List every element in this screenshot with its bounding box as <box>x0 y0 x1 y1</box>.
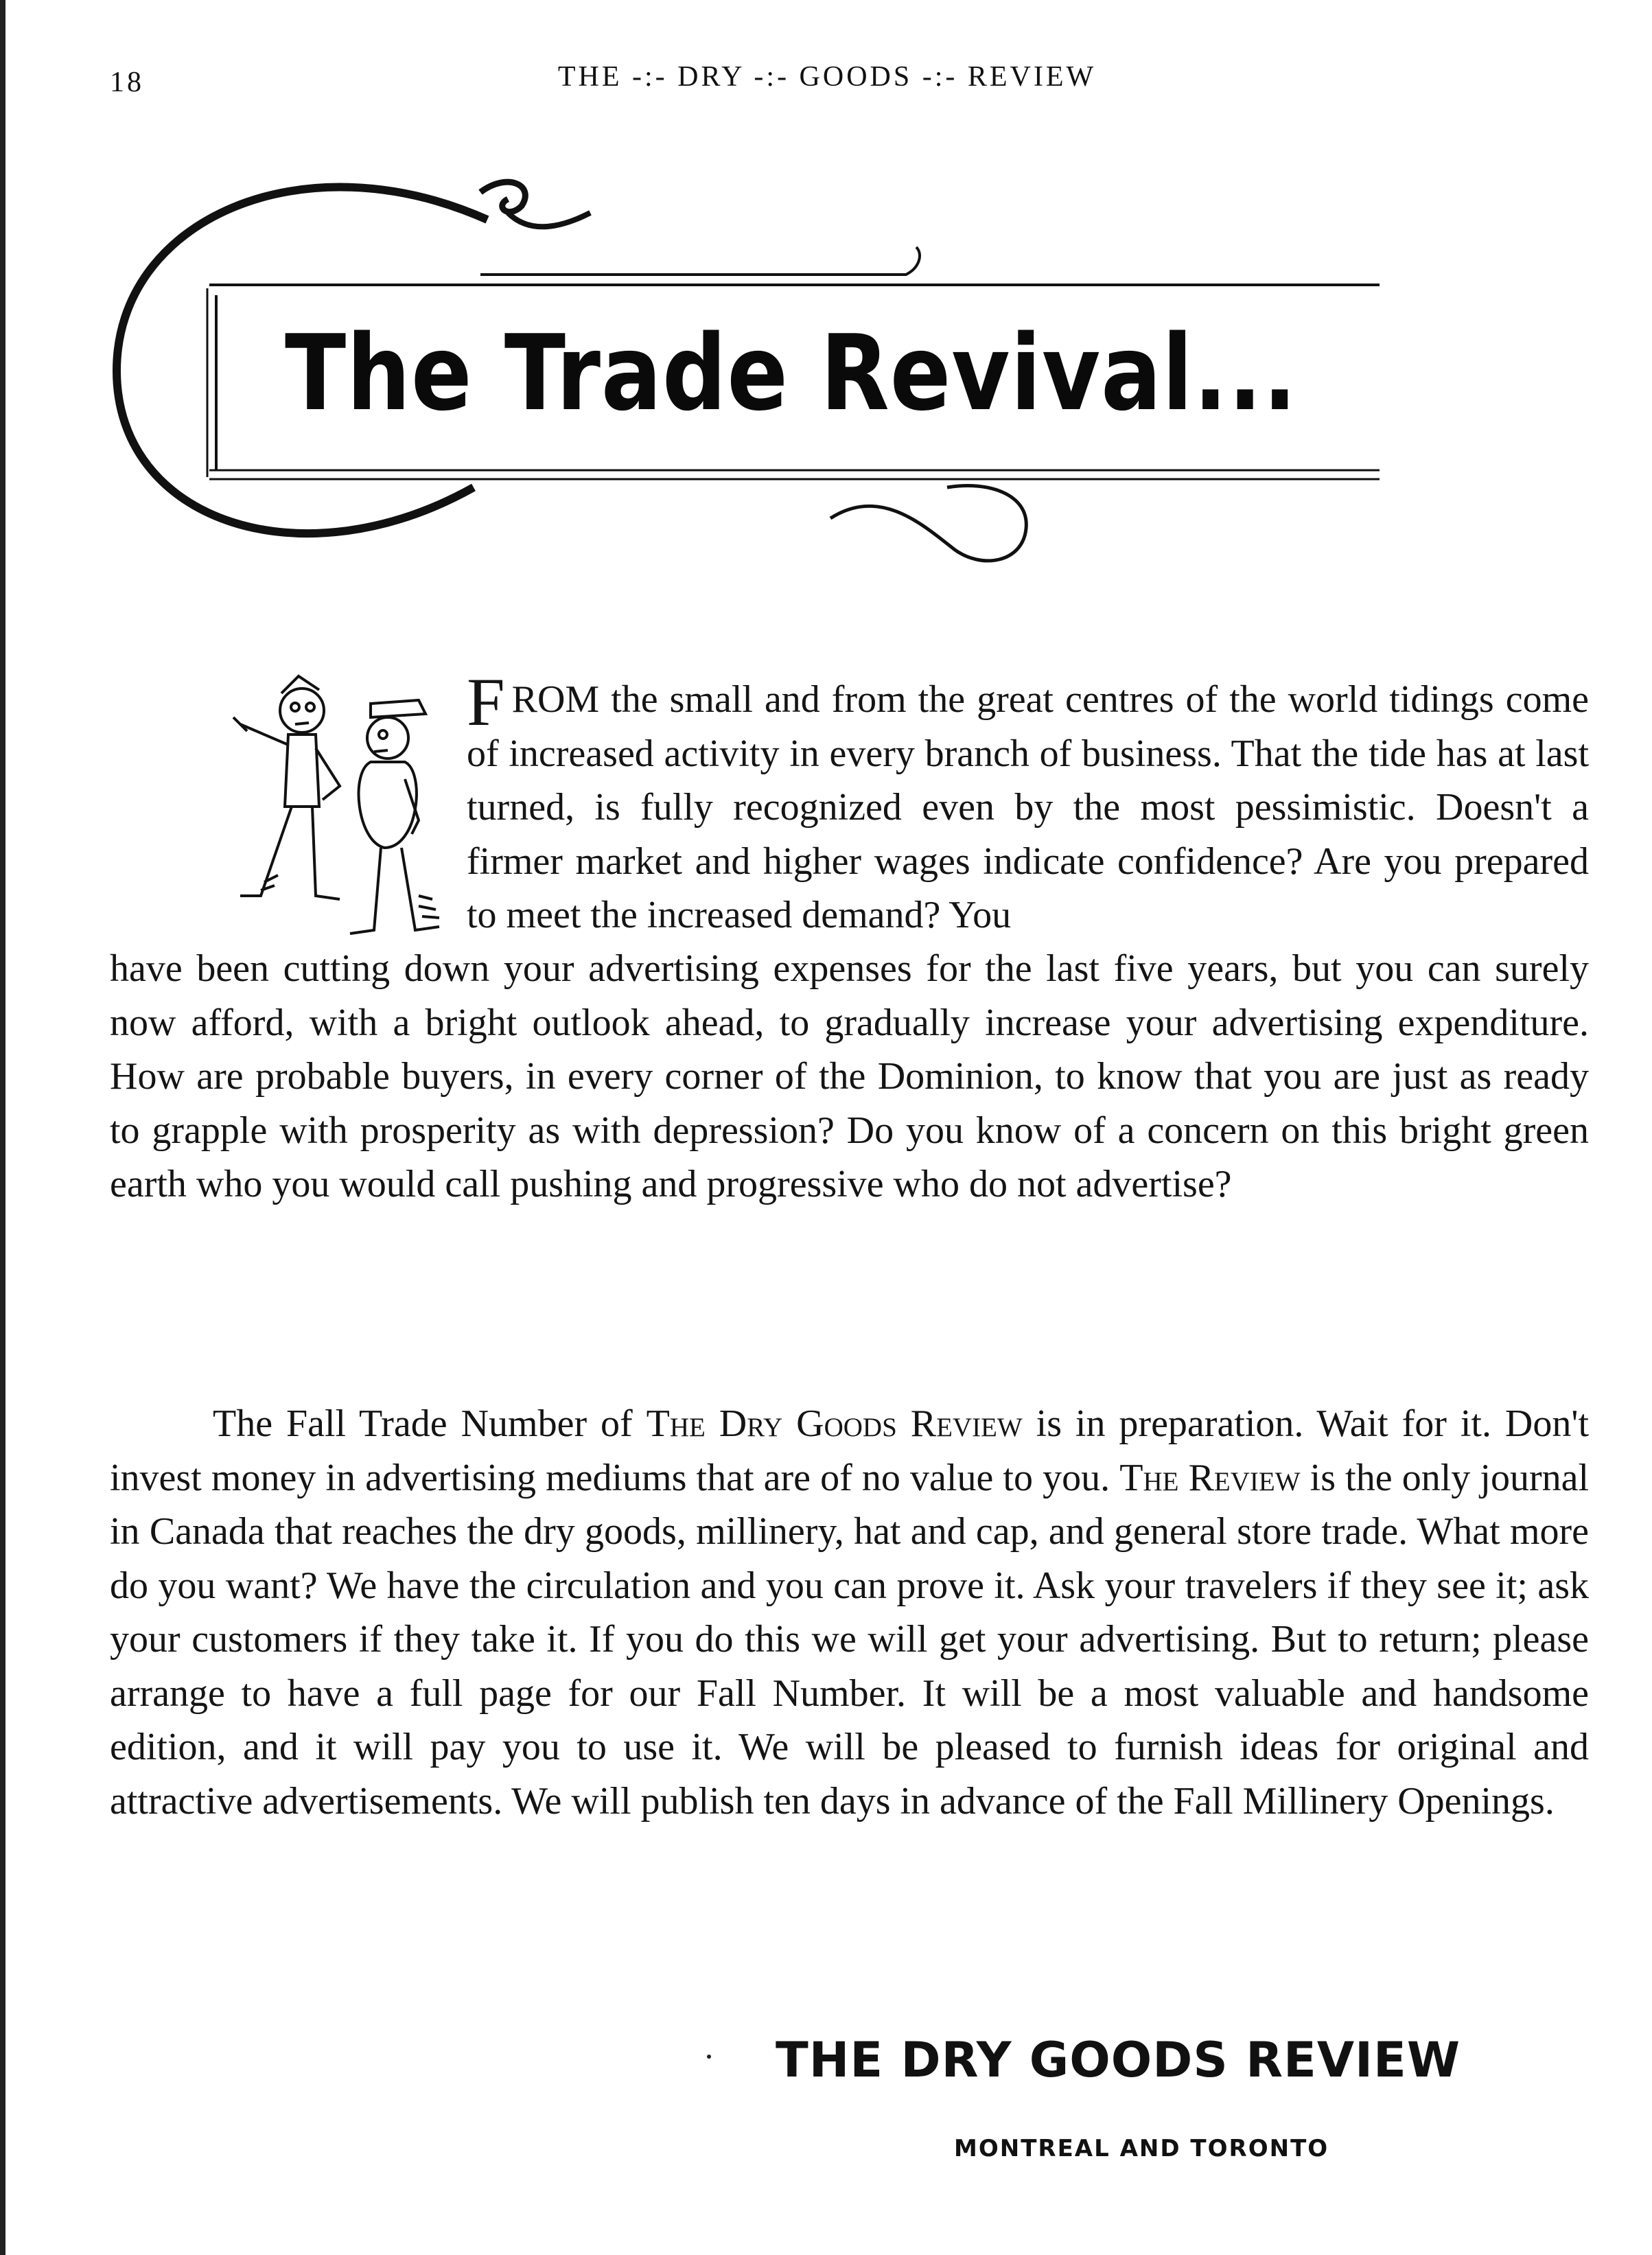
paragraph-1-opening <box>467 664 1589 943</box>
page-number: 18 <box>110 67 144 98</box>
page-edge <box>0 0 5 2255</box>
paragraph-1-lead-text: ROM the small and from the great centres of the world tidings come of increased activity in every branch of business. That the tide has at last turned, is fully recognized even by the most pessimistic. Doesn't a firmer market and higher wages indicate confidence? Are you prepared to meet the increased demand? You <box>467 678 1589 936</box>
paragraph-2-part-c: is in preparation. Wait for it. Don't invest money in advertising mediums that are of no value to you. <box>110 1402 1590 1499</box>
page-title: The Trade Revival... <box>285 312 1298 434</box>
drop-cap: F <box>467 664 505 740</box>
signature-name: THE DRY GOODS REVIEW <box>776 2032 1461 2088</box>
review-name-inline: The Review <box>1119 1456 1301 1499</box>
decorative-dot <box>707 2055 711 2059</box>
paragraph-2-part-a: The Fall Trade Number of <box>213 1402 647 1445</box>
paragraph-2-part-e: is the only journal in Canada that reaches the dry goods, millinery, hat and cap, and general store trade. What more do you want? We have the circulation and you can prove it. Ask your travelers if they see it; ask your customers if they take it. If you do this we will get your advertising. But to return; please arrange to have a full page for our Fall Number. It will be a most valuable and handsome edition, and it will pay you to use it. We will be pleased to furnish ideas for original and attractive advertisements. We will publish ten days in advance of the Fall Millinery Openings. <box>110 1456 1590 1823</box>
paragraph-1-continued: have been cutting down your advertising expenses for the last five years, but you can surely now afford, with a bright outlook ahead, to gradually increase your advertising expenditure. How are probable buyers, in every corner of the Dominion, to know that you are just as ready to grapple with prosperity as with depression? Do you know of a concern on this bright green earth who you would call pushing and progressive who do not advertise? <box>110 947 1589 1205</box>
journal-name-inline: The Dry Goods Review <box>646 1402 1023 1445</box>
paragraph-2 <box>110 1397 1589 1828</box>
running-head <box>103 60 1551 108</box>
signature-cities: MONTREAL AND TORONTO <box>954 2135 1329 2162</box>
two-figures-illustration <box>213 669 474 951</box>
journal-header: THE -:- DRY -:- GOODS -:- REVIEW <box>557 61 1097 93</box>
